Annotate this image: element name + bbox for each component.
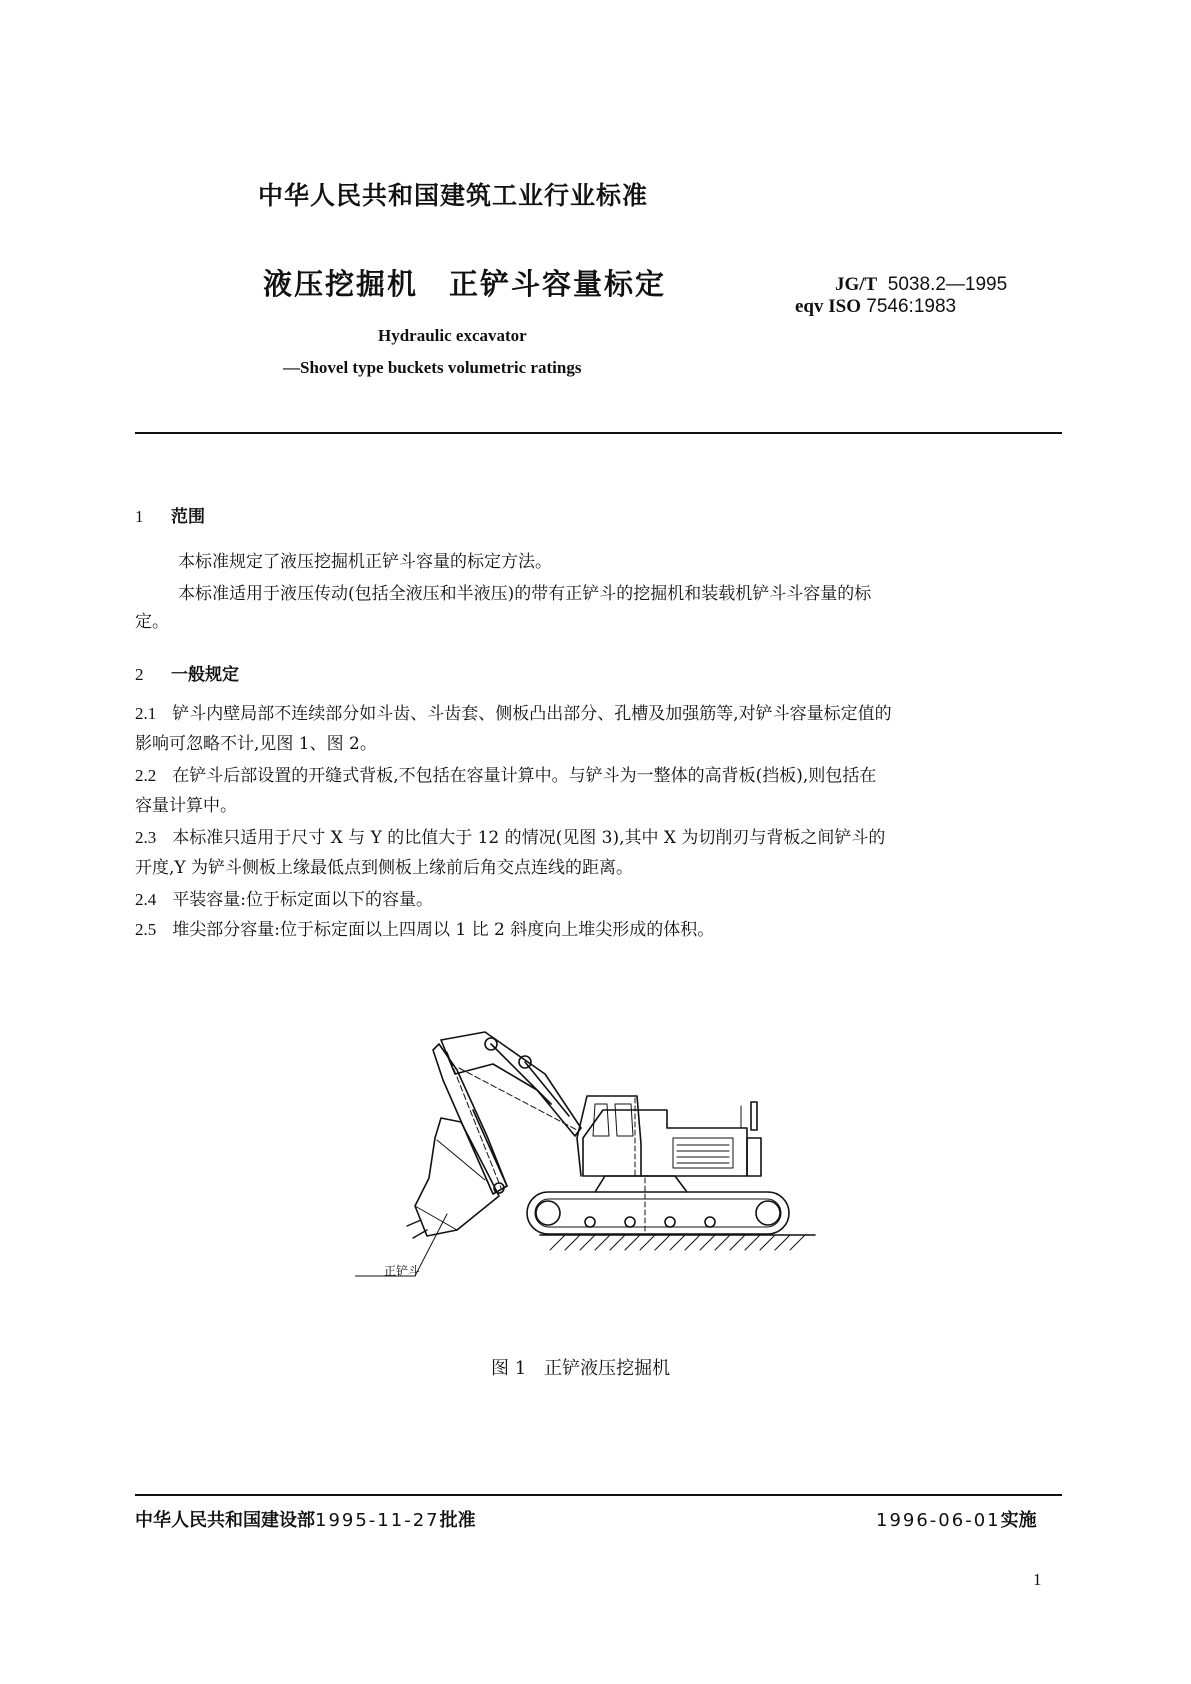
standard-number [835, 274, 1007, 296]
effective-date: 1996-06-01 [876, 1510, 1001, 1531]
header-divider [135, 432, 1062, 434]
clause-2-2-text1: 在铲斗后部设置的开缝式背板,不包括在容量计算中。与铲斗为一整体的高背板(挡板),则包括在 [172, 766, 877, 786]
turntable [595, 1176, 687, 1192]
section1-title: 范围 [171, 507, 205, 527]
ground-hatching [550, 1235, 805, 1250]
clause-2-2-line2: 容量计算中。 [135, 796, 237, 816]
figure-caption: 图 1 正铲液压挖掘机 [491, 1358, 671, 1379]
approval-line [135, 1506, 476, 1532]
clause-2-3-line1 [135, 824, 885, 852]
crawler-track [527, 1178, 789, 1235]
standard-code-prefix: JG/T [835, 274, 878, 295]
approval-org: 中华人民共和国建设部 [135, 1510, 315, 1531]
section1-paragraph1: 本标准规定了液压挖掘机正铲斗容量的标定方法。 [178, 552, 552, 572]
eqv-prefix: eqv ISO [795, 296, 861, 317]
footer-divider [135, 1494, 1062, 1496]
section2-number: 2 [135, 665, 144, 684]
bucket-label: 正铲斗 [384, 1264, 421, 1278]
section1-number: 1 [135, 507, 144, 526]
clause-2-2-line1 [135, 762, 876, 790]
clause-2-5 [135, 916, 714, 944]
header-organization: 中华人民共和国建筑工业行业标准 [258, 181, 649, 210]
clause-2-2-number: 2.2 [135, 766, 157, 785]
excavator-figure [355, 1010, 835, 1310]
section1-paragraph2-line2: 定。 [135, 612, 169, 632]
page-number: 1 [1033, 1570, 1042, 1589]
approval-date: 1995-11-27 [315, 1510, 440, 1531]
eqv-number: 7546:1983 [866, 296, 957, 317]
clause-2-5-text: 堆尖部分容量:位于标定面以上四周以 1 比 2 斜度向上堆尖形成的体积。 [172, 920, 715, 940]
clause-2-3-line2: 开度,Y 为铲斗侧板上缘最低点到侧板上缘前后角交点连线的距离。 [135, 858, 634, 878]
clause-2-1-line1 [135, 700, 892, 728]
section1-paragraph2-line1: 本标准适用于液压传动(包括全液压和半液压)的带有正铲斗的挖掘机和装载机铲斗斗容量的标 [178, 584, 872, 604]
clause-2-4 [135, 886, 433, 914]
effective-word: 实施 [1000, 1510, 1037, 1531]
clause-2-3-text1: 本标准只适用于尺寸 X 与 Y 的比值大于 12 的情况(见图 3),其中 X 为切削刃与背板之间铲斗的 [172, 828, 886, 848]
boom [441, 1032, 581, 1136]
standard-code-number: 5038.2—1995 [887, 274, 1008, 295]
document-title-chinese: 液压挖掘机 正铲斗容量标定 [263, 267, 667, 301]
clause-2-4-number: 2.4 [135, 890, 157, 909]
equivalent-standard [795, 296, 956, 318]
clause-2-5-number: 2.5 [135, 920, 157, 939]
clause-2-1-number: 2.1 [135, 704, 157, 723]
clause-2-4-text: 平装容量:位于标定面以下的容量。 [172, 890, 433, 910]
upper-structure [583, 1102, 761, 1176]
clause-2-1-text1: 铲斗内壁局部不连续部分如斗齿、斗齿套、侧板凸出部分、孔槽及加强筋等,对铲斗容量标定值的 [172, 704, 892, 724]
document-title-english-line1: Hydraulic excavator [378, 326, 527, 345]
approval-word: 批准 [439, 1510, 476, 1531]
clause-2-1-line2: 影响可忽略不计,见图 1、图 2。 [135, 734, 377, 754]
effective-line [876, 1506, 1037, 1532]
section2-title: 一般规定 [171, 665, 239, 685]
section1-heading [135, 502, 205, 527]
document-title-english-line2: —Shovel type buckets volumetric ratings [283, 358, 582, 377]
clause-2-3-number: 2.3 [135, 828, 157, 847]
cab [577, 1096, 641, 1176]
section2-heading [135, 660, 239, 685]
